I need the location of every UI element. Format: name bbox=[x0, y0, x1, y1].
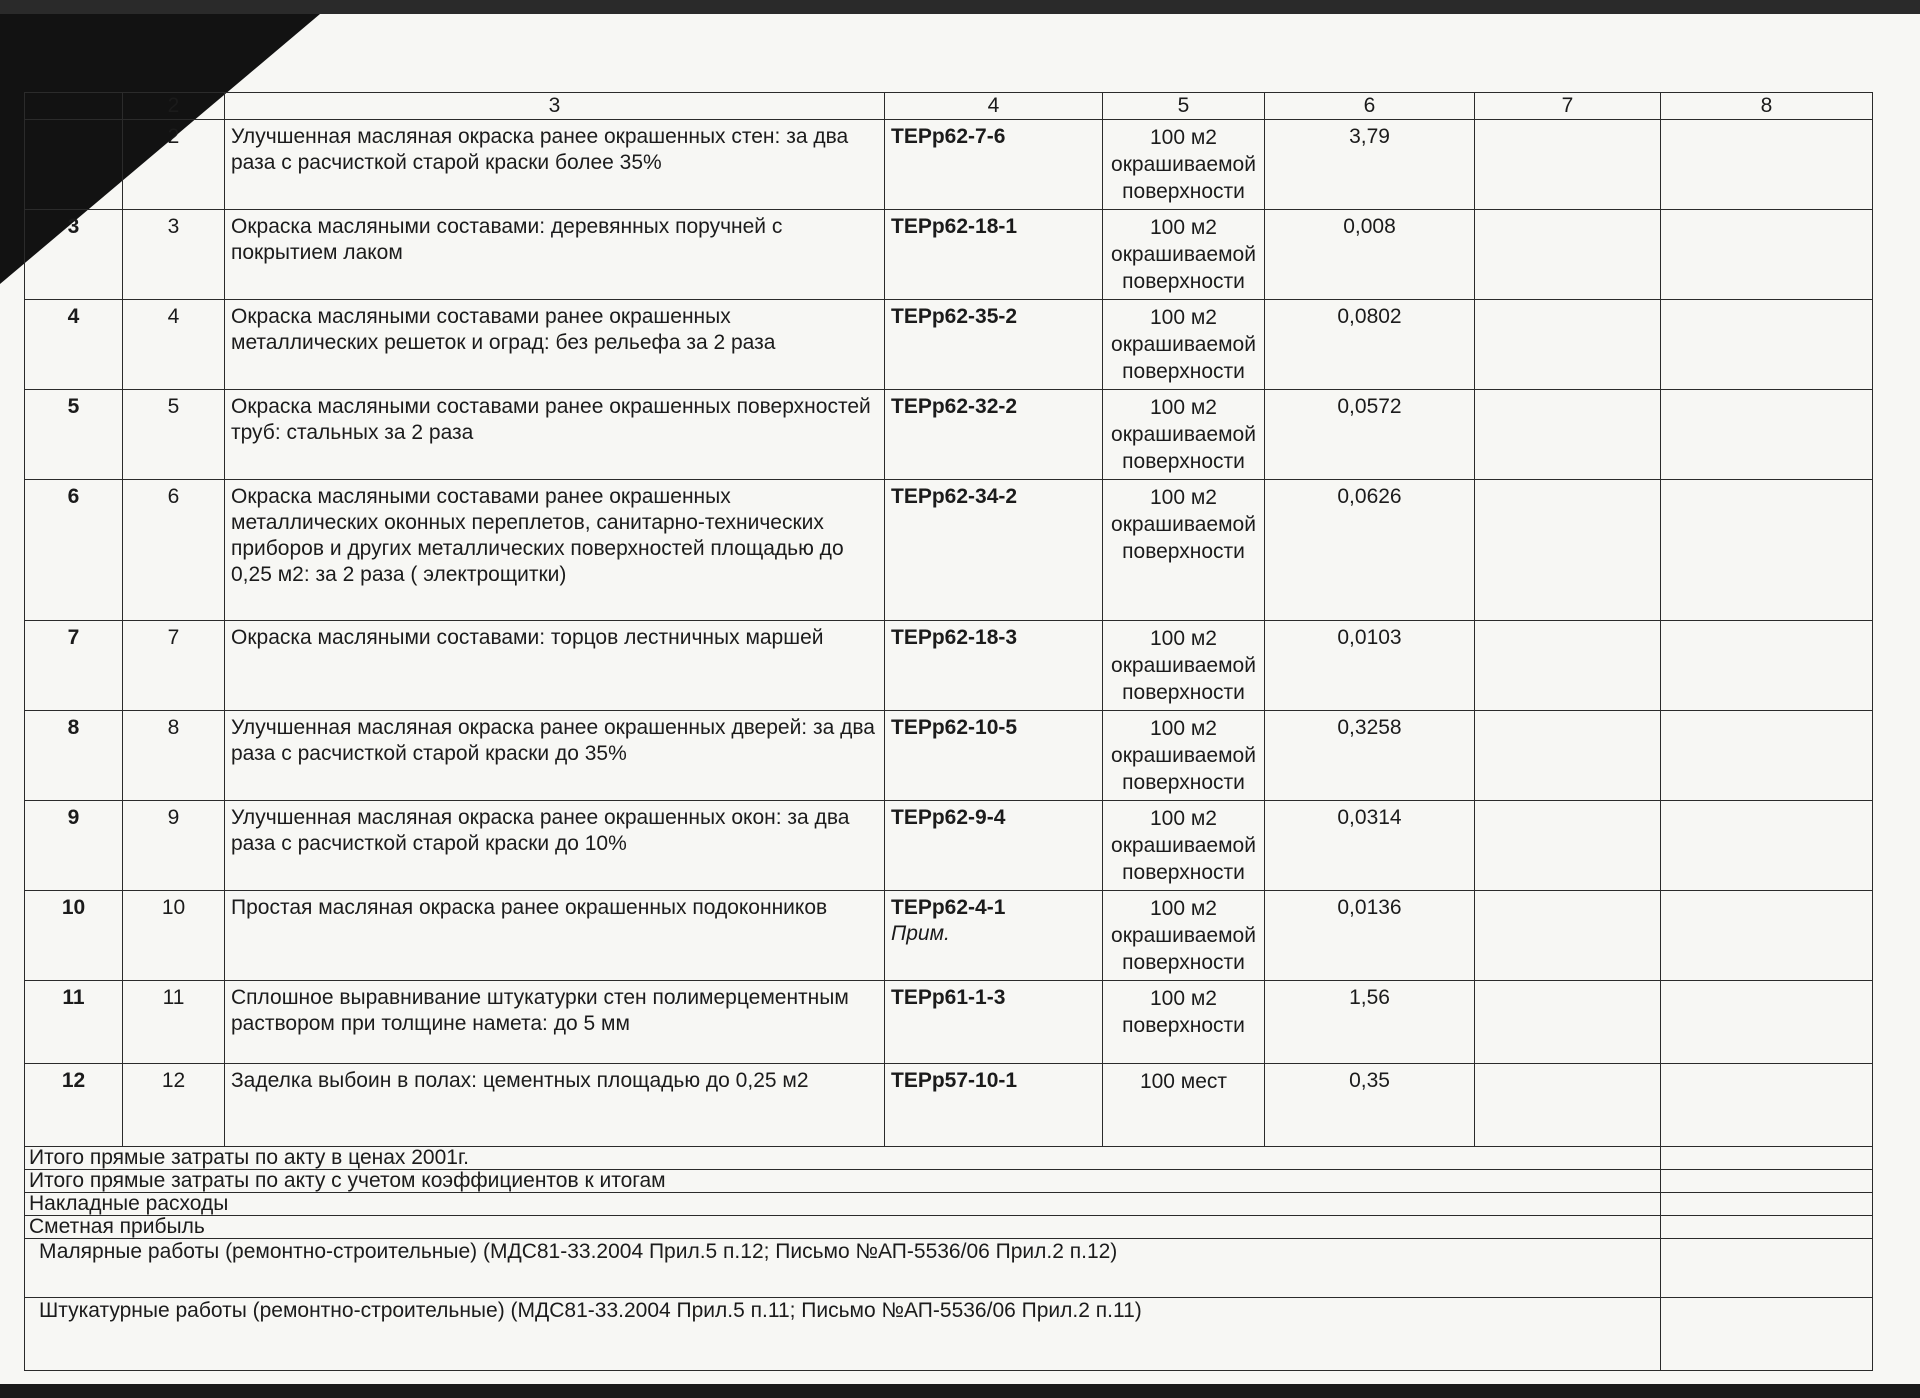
empty-cell-8 bbox=[1661, 801, 1873, 891]
unit-of-measure: 100 мест bbox=[1103, 1064, 1265, 1147]
empty-cell-7 bbox=[1475, 801, 1661, 891]
empty-cell-7 bbox=[1475, 120, 1661, 210]
quantity: 0,35 bbox=[1265, 1064, 1475, 1147]
empty-cell-8 bbox=[1661, 210, 1873, 300]
header-cell: 5 bbox=[1103, 93, 1265, 120]
row-number: 8 bbox=[25, 711, 123, 801]
empty-cell-7 bbox=[1475, 480, 1661, 621]
position-number: 12 bbox=[123, 1064, 225, 1147]
empty-cell-7 bbox=[1475, 210, 1661, 300]
rate-code-text: ТЕРр62-18-3 bbox=[891, 626, 1018, 649]
empty-cell-8 bbox=[1661, 390, 1873, 480]
work-description: Сплошное выравнивание штукатурки стен полимерцементным раствором при толщине намета: до 5 мм bbox=[225, 981, 885, 1064]
rate-code bbox=[885, 300, 1103, 390]
empty-cell-8 bbox=[1661, 981, 1873, 1064]
work-description: Улучшенная масляная окраска ранее окрашенных дверей: за два раза с расчисткой старой краски до 35% bbox=[225, 711, 885, 801]
unit-of-measure: 100 м2 окрашиваемой поверхности bbox=[1103, 621, 1265, 711]
overhead-section-row bbox=[25, 1298, 1873, 1371]
row-number: 3 bbox=[25, 210, 123, 300]
table-row bbox=[25, 711, 1873, 801]
header-cell: 2 bbox=[123, 93, 225, 120]
overhead-section-label: Штукатурные работы (ремонтно-строительные) (МДС81-33.2004 Прил.5 п.11; Письмо №АП-5536/06 Прил.2 п.11) bbox=[25, 1298, 1661, 1371]
quantity: 0,008 bbox=[1265, 210, 1475, 300]
table-row bbox=[25, 480, 1873, 621]
quantity: 0,0802 bbox=[1265, 300, 1475, 390]
unit-of-measure: 100 м2 поверхности bbox=[1103, 981, 1265, 1064]
rate-code-note: Прим. bbox=[891, 922, 950, 945]
work-description: Окраска масляными составами: деревянных поручней с покрытием лаком bbox=[225, 210, 885, 300]
quantity: 1,56 bbox=[1265, 981, 1475, 1064]
empty-cell-7 bbox=[1475, 711, 1661, 801]
unit-of-measure: 100 м2 окрашиваемой поверхности bbox=[1103, 891, 1265, 981]
totals-value bbox=[1661, 1170, 1873, 1193]
table-row bbox=[25, 120, 1873, 210]
rate-code-text: ТЕРр62-4-1 bbox=[891, 896, 1006, 919]
table-row bbox=[25, 1064, 1873, 1147]
work-description: Окраска масляными составами ранее окрашенных металлических оконных переплетов, санитарно-технических приборов и других металлических поверхностей площадью до 0,25 м2: за 2 раза ( электрощитки) bbox=[225, 480, 885, 621]
table-row bbox=[25, 390, 1873, 480]
position-number: 8 bbox=[123, 711, 225, 801]
row-number: 9 bbox=[25, 801, 123, 891]
header-cell: 7 bbox=[1475, 93, 1661, 120]
work-description: Окраска масляными составами ранее окрашенных поверхностей труб: стальных за 2 раза bbox=[225, 390, 885, 480]
estimate-table bbox=[24, 92, 1873, 1371]
rate-code-text: ТЕРр62-32-2 bbox=[891, 395, 1018, 418]
empty-cell-8 bbox=[1661, 621, 1873, 711]
totals-label: Итого прямые затраты по акту с учетом коэффициентов к итогам bbox=[25, 1170, 1661, 1193]
totals-value bbox=[1661, 1193, 1873, 1216]
overhead-section-value bbox=[1661, 1298, 1873, 1371]
totals-label: Сметная прибыль bbox=[25, 1216, 1661, 1239]
work-description: Окраска масляными составами: торцов лестничных маршей bbox=[225, 621, 885, 711]
empty-cell-8 bbox=[1661, 891, 1873, 981]
position-number: 3 bbox=[123, 210, 225, 300]
rate-code bbox=[885, 390, 1103, 480]
rate-code-text: ТЕРр62-18-1 bbox=[891, 215, 1018, 238]
position-number: 9 bbox=[123, 801, 225, 891]
header-cell: 6 bbox=[1265, 93, 1475, 120]
quantity: 0,0572 bbox=[1265, 390, 1475, 480]
rate-code bbox=[885, 981, 1103, 1064]
table-body bbox=[25, 93, 1873, 1371]
quantity: 0,3258 bbox=[1265, 711, 1475, 801]
row-number: 6 bbox=[25, 480, 123, 621]
rate-code bbox=[885, 1064, 1103, 1147]
header-cell: 3 bbox=[225, 93, 885, 120]
totals-row bbox=[25, 1170, 1873, 1193]
unit-of-measure: 100 м2 окрашиваемой поверхности bbox=[1103, 480, 1265, 621]
row-number: 5 bbox=[25, 390, 123, 480]
empty-cell-7 bbox=[1475, 621, 1661, 711]
empty-cell-7 bbox=[1475, 300, 1661, 390]
row-number: 11 bbox=[25, 981, 123, 1064]
unit-of-measure: 100 м2 окрашиваемой поверхности bbox=[1103, 711, 1265, 801]
position-number: 11 bbox=[123, 981, 225, 1064]
position-number: 4 bbox=[123, 300, 225, 390]
rate-code-text: ТЕРр62-34-2 bbox=[891, 485, 1018, 508]
table-row bbox=[25, 621, 1873, 711]
row-number: 4 bbox=[25, 300, 123, 390]
work-description: Заделка выбоин в полах: цементных площадью до 0,25 м2 bbox=[225, 1064, 885, 1147]
rate-code bbox=[885, 801, 1103, 891]
overhead-section-row bbox=[25, 1239, 1873, 1298]
totals-value bbox=[1661, 1216, 1873, 1239]
totals-value bbox=[1661, 1147, 1873, 1170]
column-number-header bbox=[25, 93, 1873, 120]
quantity: 0,0314 bbox=[1265, 801, 1475, 891]
quantity: 3,79 bbox=[1265, 120, 1475, 210]
table-row bbox=[25, 801, 1873, 891]
empty-cell-8 bbox=[1661, 480, 1873, 621]
unit-of-measure: 100 м2 окрашиваемой поверхности bbox=[1103, 210, 1265, 300]
work-description: Простая масляная окраска ранее окрашенных подоконников bbox=[225, 891, 885, 981]
position-number: 2 bbox=[123, 120, 225, 210]
table-row bbox=[25, 891, 1873, 981]
unit-of-measure: 100 м2 окрашиваемой поверхности bbox=[1103, 390, 1265, 480]
table-row bbox=[25, 210, 1873, 300]
position-number: 6 bbox=[123, 480, 225, 621]
empty-cell-8 bbox=[1661, 300, 1873, 390]
rate-code bbox=[885, 120, 1103, 210]
totals-row bbox=[25, 1147, 1873, 1170]
rate-code bbox=[885, 480, 1103, 621]
totals-label: Итого прямые затраты по акту в ценах 2001г. bbox=[25, 1147, 1661, 1170]
quantity: 0,0103 bbox=[1265, 621, 1475, 711]
scanned-page bbox=[0, 14, 1920, 1386]
rate-code bbox=[885, 621, 1103, 711]
quantity: 0,0626 bbox=[1265, 480, 1475, 621]
rate-code-text: ТЕРр61-1-3 bbox=[891, 986, 1006, 1009]
rate-code-text: ТЕРр62-35-2 bbox=[891, 305, 1018, 328]
rate-code-text: ТЕРр57-10-1 bbox=[891, 1069, 1018, 1092]
overhead-section-label: Малярные работы (ремонтно-строительные) (МДС81-33.2004 Прил.5 п.12; Письмо №АП-5536/06 Прил.2 п.12) bbox=[25, 1239, 1661, 1298]
empty-cell-8 bbox=[1661, 1064, 1873, 1147]
unit-of-measure: 100 м2 окрашиваемой поверхности bbox=[1103, 120, 1265, 210]
position-number: 5 bbox=[123, 390, 225, 480]
unit-of-measure: 100 м2 окрашиваемой поверхности bbox=[1103, 801, 1265, 891]
row-number: 7 bbox=[25, 621, 123, 711]
unit-of-measure: 100 м2 окрашиваемой поверхности bbox=[1103, 300, 1265, 390]
scan-top-edge bbox=[0, 0, 1920, 14]
empty-cell-7 bbox=[1475, 1064, 1661, 1147]
table-row bbox=[25, 300, 1873, 390]
row-number: 10 bbox=[25, 891, 123, 981]
position-number: 10 bbox=[123, 891, 225, 981]
empty-cell-8 bbox=[1661, 120, 1873, 210]
header-cell: 4 bbox=[885, 93, 1103, 120]
scan-bottom-edge bbox=[0, 1384, 1920, 1398]
header-cell bbox=[25, 93, 123, 120]
work-description: Улучшенная масляная окраска ранее окрашенных стен: за два раза с расчисткой старой краски более 35% bbox=[225, 120, 885, 210]
row-number bbox=[25, 120, 123, 210]
totals-row bbox=[25, 1193, 1873, 1216]
position-number: 7 bbox=[123, 621, 225, 711]
quantity: 0,0136 bbox=[1265, 891, 1475, 981]
totals-row bbox=[25, 1216, 1873, 1239]
rate-code bbox=[885, 210, 1103, 300]
table-row bbox=[25, 981, 1873, 1064]
overhead-section-value bbox=[1661, 1239, 1873, 1298]
empty-cell-7 bbox=[1475, 390, 1661, 480]
empty-cell-8 bbox=[1661, 711, 1873, 801]
header-cell: 8 bbox=[1661, 93, 1873, 120]
work-description: Окраска масляными составами ранее окрашенных металлических решеток и оград: без рельефа за 2 раза bbox=[225, 300, 885, 390]
rate-code-text: ТЕРр62-9-4 bbox=[891, 806, 1006, 829]
totals-label: Накладные расходы bbox=[25, 1193, 1661, 1216]
rate-code-text: ТЕРр62-10-5 bbox=[891, 716, 1018, 739]
rate-code bbox=[885, 711, 1103, 801]
rate-code-text: ТЕРр62-7-6 bbox=[891, 125, 1006, 148]
empty-cell-7 bbox=[1475, 981, 1661, 1064]
row-number: 12 bbox=[25, 1064, 123, 1147]
rate-code bbox=[885, 891, 1103, 981]
work-description: Улучшенная масляная окраска ранее окрашенных окон: за два раза с расчисткой старой краски до 10% bbox=[225, 801, 885, 891]
empty-cell-7 bbox=[1475, 891, 1661, 981]
